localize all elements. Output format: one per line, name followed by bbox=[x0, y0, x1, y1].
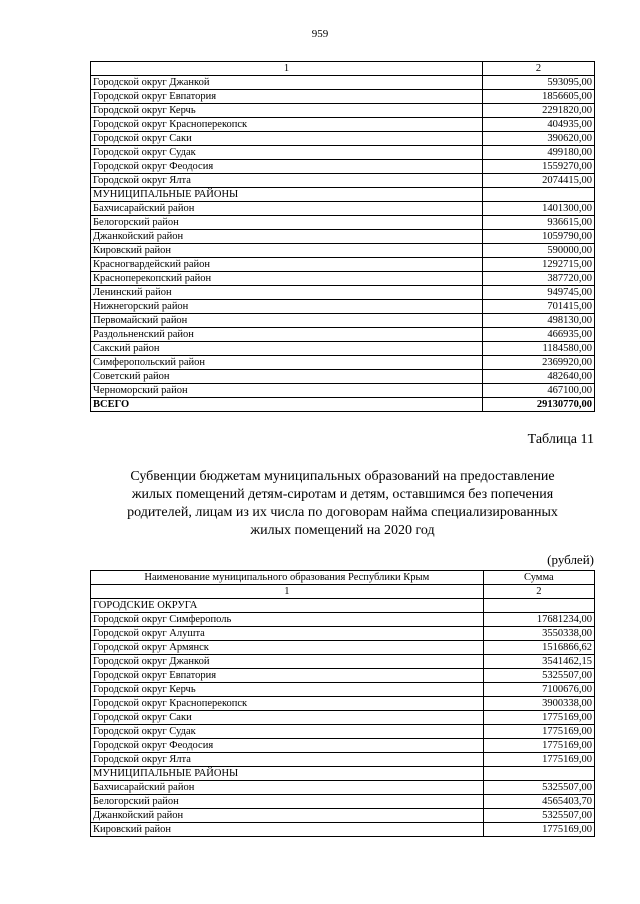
table-column-numbers bbox=[91, 62, 595, 76]
row-value: 5325507,00 bbox=[483, 809, 594, 823]
row-value: 1292715,00 bbox=[482, 258, 594, 272]
table-row bbox=[91, 370, 595, 384]
table-row bbox=[91, 328, 595, 342]
row-value bbox=[482, 188, 594, 202]
row-value: 404935,00 bbox=[482, 118, 594, 132]
table-row bbox=[91, 76, 595, 90]
subvention-table bbox=[90, 570, 595, 837]
row-value: 387720,00 bbox=[482, 272, 594, 286]
row-name: Нижнегорский район bbox=[91, 300, 483, 314]
row-name: Сакский район bbox=[91, 342, 483, 356]
row-value: 3900338,00 bbox=[483, 697, 594, 711]
row-value bbox=[483, 599, 594, 613]
row-name: Белогорский район bbox=[91, 795, 484, 809]
row-value: 1559270,00 bbox=[482, 160, 594, 174]
table-row bbox=[91, 272, 595, 286]
table-row bbox=[91, 160, 595, 174]
row-value: 1856605,00 bbox=[482, 90, 594, 104]
table-row bbox=[91, 739, 595, 753]
table-row bbox=[91, 146, 595, 160]
table-row bbox=[91, 202, 595, 216]
row-name: Ленинский район bbox=[91, 286, 483, 300]
table-row bbox=[91, 188, 595, 202]
row-name: Городской округ Судак bbox=[91, 146, 483, 160]
column-number-1: 1 bbox=[91, 585, 484, 599]
row-value: 1184580,00 bbox=[482, 342, 594, 356]
row-value: 1775169,00 bbox=[483, 725, 594, 739]
row-name: Раздольненский район bbox=[91, 328, 483, 342]
row-name: Джанкойский район bbox=[91, 230, 483, 244]
row-value: 5325507,00 bbox=[483, 781, 594, 795]
row-value: 1059790,00 bbox=[482, 230, 594, 244]
table-row bbox=[91, 809, 595, 823]
table-row bbox=[91, 258, 595, 272]
total-value: 29130770,00 bbox=[482, 398, 594, 412]
row-value: 590000,00 bbox=[482, 244, 594, 258]
row-value: 499180,00 bbox=[482, 146, 594, 160]
row-name: Симферопольский район bbox=[91, 356, 483, 370]
table-title-line: жилых помещений на 2020 год bbox=[250, 523, 435, 538]
row-name: Городской округ Евпатория bbox=[91, 90, 483, 104]
table-row bbox=[91, 244, 595, 258]
table-row bbox=[91, 384, 595, 398]
row-name: Городской округ Армянск bbox=[91, 641, 484, 655]
row-name: Бахчисарайский район bbox=[91, 781, 484, 795]
row-name: Городской округ Красноперекопск bbox=[91, 118, 483, 132]
row-value: 1775169,00 bbox=[483, 739, 594, 753]
column-header-sum: Сумма bbox=[483, 571, 594, 585]
total-row bbox=[91, 398, 595, 412]
table-title-line: жилых помещений детям-сиротам и детям, оставшимся без попечения bbox=[131, 487, 554, 502]
table-title-line: Субвенции бюджетам муниципальных образований на предоставление bbox=[130, 469, 555, 484]
row-name: Советский район bbox=[91, 370, 483, 384]
row-value: 7100676,00 bbox=[483, 683, 594, 697]
row-value: 17681234,00 bbox=[483, 613, 594, 627]
row-value: 1401300,00 bbox=[482, 202, 594, 216]
table-row bbox=[91, 669, 595, 683]
row-value: 1775169,00 bbox=[483, 823, 594, 837]
table-row bbox=[91, 781, 595, 795]
row-value: 4565403,70 bbox=[483, 795, 594, 809]
table-row bbox=[91, 90, 595, 104]
row-name: Городской округ Феодосия bbox=[91, 739, 484, 753]
column-number-1: 1 bbox=[91, 62, 483, 76]
table-row bbox=[91, 230, 595, 244]
table-row bbox=[91, 118, 595, 132]
row-value: 3541462,15 bbox=[483, 655, 594, 669]
subsidy-table-continued bbox=[90, 61, 595, 412]
table-row bbox=[91, 342, 595, 356]
row-name: Бахчисарайский район bbox=[91, 202, 483, 216]
column-number-2: 2 bbox=[482, 62, 594, 76]
row-name: Красногвардейский район bbox=[91, 258, 483, 272]
table-row bbox=[91, 655, 595, 669]
row-value: 390620,00 bbox=[482, 132, 594, 146]
table-row bbox=[91, 356, 595, 370]
table-row bbox=[91, 711, 595, 725]
row-name: Кировский район bbox=[91, 244, 483, 258]
row-name: Городской округ Джанкой bbox=[91, 76, 483, 90]
table-row bbox=[91, 300, 595, 314]
table-row bbox=[91, 823, 595, 837]
row-value: 593095,00 bbox=[482, 76, 594, 90]
currency-unit: (рублей) bbox=[547, 552, 594, 567]
table-row bbox=[91, 613, 595, 627]
row-value: 3550338,00 bbox=[483, 627, 594, 641]
table-row bbox=[91, 286, 595, 300]
row-name: МУНИЦИПАЛЬНЫЕ РАЙОНЫ bbox=[91, 188, 483, 202]
table-column-numbers bbox=[91, 585, 595, 599]
row-value: 482640,00 bbox=[482, 370, 594, 384]
row-name: Городской округ Керчь bbox=[91, 683, 484, 697]
row-name: Городской округ Симферополь bbox=[91, 613, 484, 627]
row-value: 466935,00 bbox=[482, 328, 594, 342]
row-name: Кировский район bbox=[91, 823, 484, 837]
row-name: Белогорский район bbox=[91, 216, 483, 230]
table-row bbox=[91, 795, 595, 809]
row-value: 2291820,00 bbox=[482, 104, 594, 118]
row-value: 5325507,00 bbox=[483, 669, 594, 683]
row-name: Городской округ Саки bbox=[91, 132, 483, 146]
column-header-name: Наименование муниципального образования Республики Крым bbox=[91, 571, 484, 585]
row-name: Городской округ Судак bbox=[91, 725, 484, 739]
table-title-line: родителей, лицам из их числа по договорам найма специализированных bbox=[127, 505, 558, 520]
row-name: Городской округ Евпатория bbox=[91, 669, 484, 683]
column-number-2: 2 bbox=[483, 585, 594, 599]
row-name: Городской округ Феодосия bbox=[91, 160, 483, 174]
row-value: 936615,00 bbox=[482, 216, 594, 230]
row-name: Городской округ Ялта bbox=[91, 753, 484, 767]
table-row bbox=[91, 314, 595, 328]
row-value: 498130,00 bbox=[482, 314, 594, 328]
table-row bbox=[91, 599, 595, 613]
row-value: 467100,00 bbox=[482, 384, 594, 398]
table-row bbox=[91, 104, 595, 118]
row-value: 1775169,00 bbox=[483, 753, 594, 767]
page-number: 959 bbox=[311, 28, 329, 40]
row-name: Городской округ Саки bbox=[91, 711, 484, 725]
row-value: 2074415,00 bbox=[482, 174, 594, 188]
table-row bbox=[91, 216, 595, 230]
table-row bbox=[91, 753, 595, 767]
table-row bbox=[91, 174, 595, 188]
table-row bbox=[91, 697, 595, 711]
row-name: Городской округ Красноперекопск bbox=[91, 697, 484, 711]
row-name: Первомайский район bbox=[91, 314, 483, 328]
row-name: Городской округ Алушта bbox=[91, 627, 484, 641]
table-title bbox=[100, 468, 585, 540]
row-name: Красноперекопский район bbox=[91, 272, 483, 286]
row-name: МУНИЦИПАЛЬНЫЕ РАЙОНЫ bbox=[91, 767, 484, 781]
row-value bbox=[483, 767, 594, 781]
table-row bbox=[91, 627, 595, 641]
table-header-row bbox=[91, 571, 595, 585]
row-name: Городской округ Керчь bbox=[91, 104, 483, 118]
row-value: 2369920,00 bbox=[482, 356, 594, 370]
row-value: 1775169,00 bbox=[483, 711, 594, 725]
table-row bbox=[91, 641, 595, 655]
table-row bbox=[91, 683, 595, 697]
row-value: 1516866,62 bbox=[483, 641, 594, 655]
table-caption: Таблица 11 bbox=[527, 432, 594, 447]
total-label: ВСЕГО bbox=[91, 398, 483, 412]
row-name: Городской округ Джанкой bbox=[91, 655, 484, 669]
table-row bbox=[91, 132, 595, 146]
table-row bbox=[91, 725, 595, 739]
row-name: Джанкойский район bbox=[91, 809, 484, 823]
row-name: ГОРОДСКИЕ ОКРУГА bbox=[91, 599, 484, 613]
row-name: Городской округ Ялта bbox=[91, 174, 483, 188]
row-value: 949745,00 bbox=[482, 286, 594, 300]
row-value: 701415,00 bbox=[482, 300, 594, 314]
row-name: Черноморский район bbox=[91, 384, 483, 398]
table-row bbox=[91, 767, 595, 781]
